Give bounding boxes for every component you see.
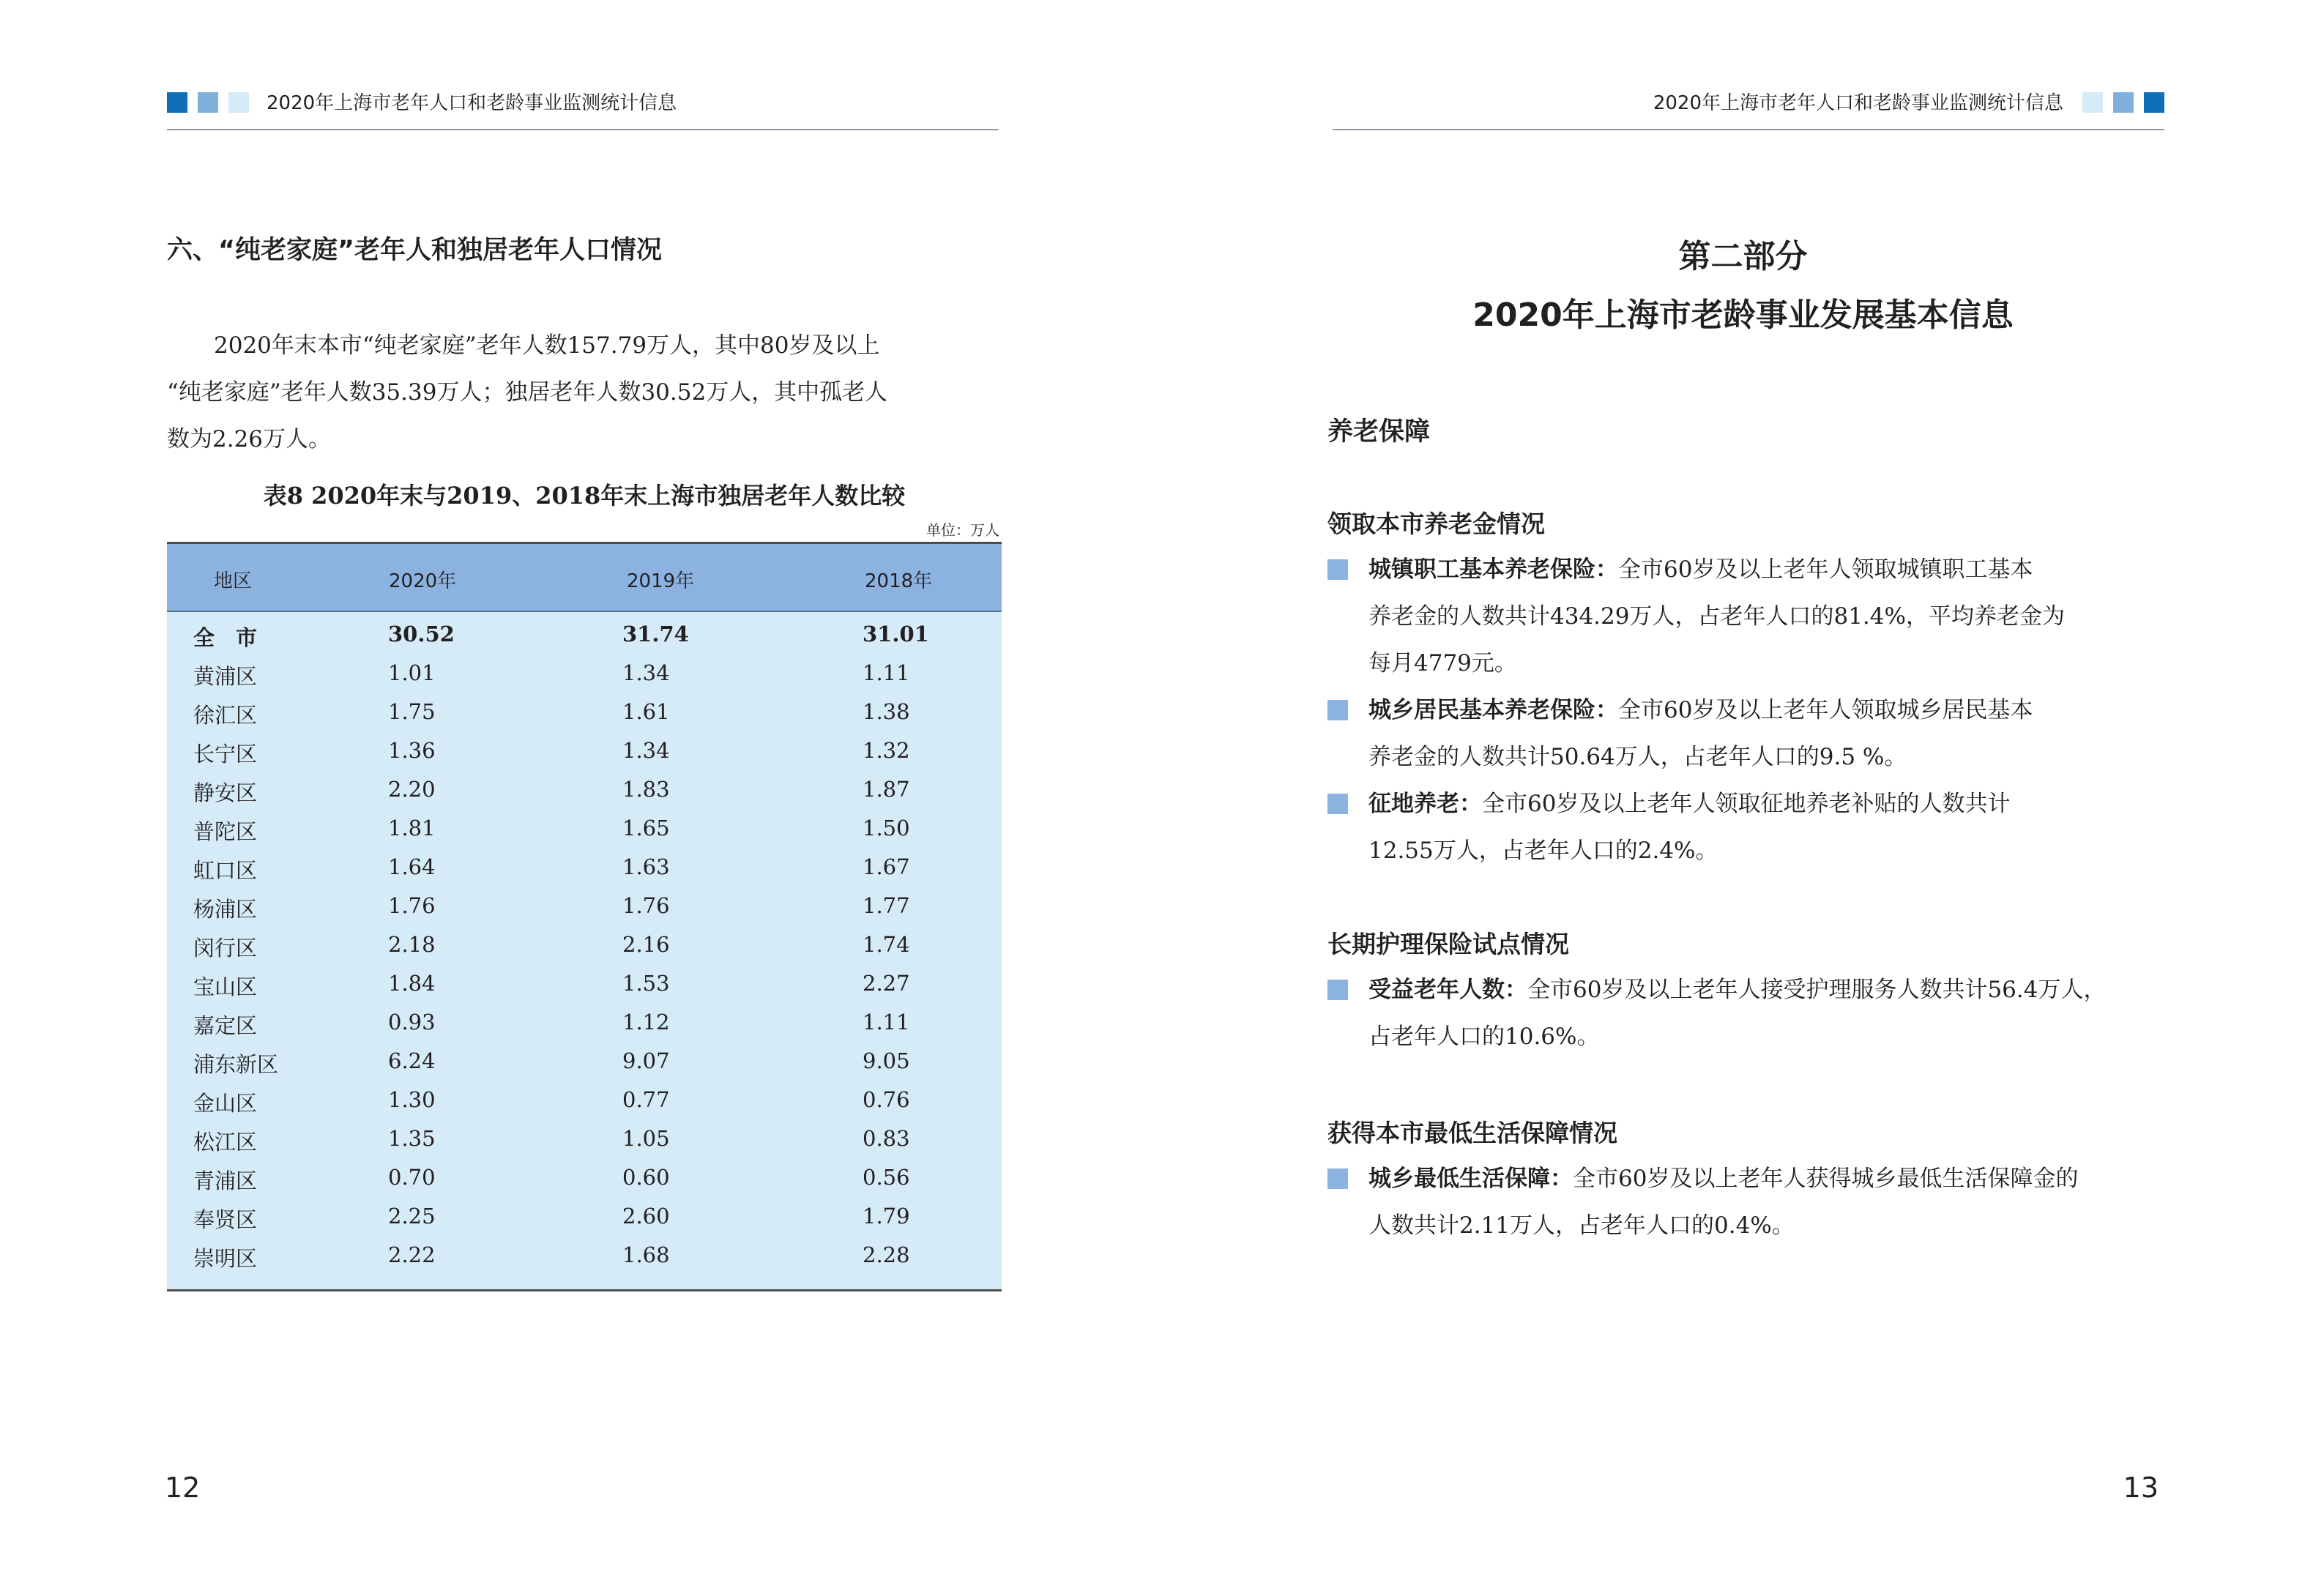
region-cell: 静安区 bbox=[193, 780, 258, 805]
bullet-ltc-beneficiaries bbox=[1327, 966, 2162, 1060]
value-cell: 1.79 bbox=[863, 1204, 910, 1229]
ltc-title: 长期护理保险试点情况 bbox=[1327, 930, 1569, 958]
value-cell: 30.52 bbox=[388, 622, 455, 646]
value-cell: 1.36 bbox=[388, 738, 436, 763]
bullet-square-icon bbox=[1327, 980, 1348, 1000]
region-cell: 普陀区 bbox=[193, 819, 258, 844]
value-cell: 1.34 bbox=[622, 660, 670, 685]
region-cell: 杨浦区 bbox=[193, 897, 258, 922]
region-cell: 松江区 bbox=[193, 1130, 258, 1155]
table-row bbox=[167, 1002, 1002, 1041]
part-title: 2020年上海市老龄事业发展基本信息 bbox=[1472, 297, 2014, 334]
header-square-light bbox=[2082, 92, 2103, 113]
value-cell: 1.34 bbox=[622, 738, 670, 763]
value-cell: 1.63 bbox=[622, 854, 670, 879]
bullet-square-icon bbox=[1327, 1168, 1348, 1189]
value-cell: 1.68 bbox=[622, 1242, 670, 1267]
region-cell: 虹口区 bbox=[193, 858, 258, 883]
column-header-region: 地区 bbox=[214, 570, 253, 592]
header-title: 2020年上海市老年人口和老龄事业监测统计信息 bbox=[267, 92, 677, 114]
page-header bbox=[167, 89, 999, 130]
value-cell: 0.60 bbox=[622, 1165, 670, 1190]
bullet-line: 12.55万人，占老年人口的2.4%。 bbox=[1368, 838, 1718, 864]
bullet-label: 城镇职工基本养老保险： bbox=[1368, 556, 1618, 583]
table-row bbox=[167, 731, 1002, 769]
value-cell: 1.61 bbox=[622, 699, 670, 724]
part-label: 第二部分 bbox=[1678, 238, 1808, 275]
region-cell: 闵行区 bbox=[193, 936, 258, 961]
table-unit: 单位：万人 bbox=[926, 521, 999, 539]
table-row bbox=[167, 963, 1002, 1002]
bullet-line: 每月4779元。 bbox=[1368, 650, 1517, 676]
bullet-line: 全市60岁及以上老年人获得城乡最低生活保障金的 bbox=[1573, 1166, 2079, 1192]
table-row bbox=[167, 1196, 1002, 1235]
value-cell: 0.56 bbox=[863, 1165, 910, 1190]
bullet-line: 全市60岁及以上老年人领取征地养老补贴的人数共计 bbox=[1482, 791, 2011, 817]
table-row bbox=[167, 1119, 1002, 1157]
value-cell: 0.83 bbox=[863, 1126, 910, 1151]
bullet-text bbox=[1368, 546, 2162, 687]
paragraph-line: 数为2.26万人。 bbox=[167, 426, 332, 452]
value-cell: 1.65 bbox=[622, 816, 670, 840]
table-row bbox=[167, 692, 1002, 731]
value-cell: 2.20 bbox=[388, 777, 436, 802]
region-cell: 黄浦区 bbox=[193, 664, 258, 689]
bullet-line: 养老金的人数共计434.29万人，占老年人口的81.4%，平均养老金为 bbox=[1368, 603, 2065, 630]
page-header bbox=[1333, 89, 2164, 130]
header-square-dark bbox=[167, 92, 187, 113]
bullet-urban-pension bbox=[1327, 546, 2162, 687]
value-cell: 1.83 bbox=[622, 777, 670, 802]
region-cell: 宝山区 bbox=[193, 974, 258, 999]
value-cell: 1.75 bbox=[388, 699, 436, 724]
header-square-light bbox=[228, 92, 249, 113]
bullet-line: 养老金的人数共计50.64万人，占老年人口的9.5 %。 bbox=[1368, 744, 1907, 770]
value-cell: 9.05 bbox=[863, 1048, 910, 1073]
bullet-line: 全市60岁及以上老年人领取城镇职工基本 bbox=[1618, 556, 2033, 583]
right-page bbox=[1162, 0, 2324, 1577]
bullet-label: 城乡最低生活保障： bbox=[1368, 1166, 1573, 1192]
column-header-2020: 2020年 bbox=[389, 570, 457, 592]
value-cell: 1.11 bbox=[863, 1010, 910, 1034]
region-cell: 全 市 bbox=[193, 625, 258, 650]
region-cell: 嘉定区 bbox=[193, 1013, 258, 1038]
table-row bbox=[167, 925, 1002, 963]
value-cell: 2.27 bbox=[863, 971, 910, 996]
value-cell: 1.32 bbox=[863, 738, 910, 763]
value-cell: 1.12 bbox=[622, 1010, 670, 1034]
region-cell: 崇明区 bbox=[193, 1246, 258, 1271]
elderly-living-alone-table bbox=[167, 542, 1002, 1291]
value-cell: 1.38 bbox=[863, 699, 910, 724]
table-row bbox=[167, 653, 1002, 692]
header-square-mid bbox=[198, 92, 218, 113]
section-title: 养老保障 bbox=[1327, 417, 1431, 447]
value-cell: 2.28 bbox=[863, 1242, 910, 1267]
value-cell: 1.74 bbox=[863, 932, 910, 957]
header-rule bbox=[1333, 129, 2164, 130]
bullet-square-icon bbox=[1327, 700, 1348, 720]
value-cell: 31.01 bbox=[863, 622, 929, 646]
value-cell: 2.22 bbox=[388, 1242, 436, 1267]
value-cell: 2.60 bbox=[622, 1204, 670, 1229]
value-cell: 1.64 bbox=[388, 854, 436, 879]
table-row bbox=[167, 847, 1002, 886]
bullet-line: 人数共计2.11万人，占老年人口的0.4%。 bbox=[1368, 1212, 1795, 1239]
bullet-square-icon bbox=[1327, 559, 1348, 580]
region-cell: 金山区 bbox=[193, 1091, 258, 1116]
table-row-total bbox=[167, 614, 1002, 653]
table-row bbox=[167, 769, 1002, 808]
pension-title: 领取本市养老金情况 bbox=[1327, 510, 1545, 538]
bullet-label: 征地养老： bbox=[1368, 791, 1482, 817]
bullet-text bbox=[1368, 687, 2162, 780]
value-cell: 1.76 bbox=[622, 893, 670, 918]
page-number: 13 bbox=[2123, 1472, 2159, 1504]
value-cell: 6.24 bbox=[388, 1048, 436, 1073]
header-title: 2020年上海市老年人口和老龄事业监测统计信息 bbox=[1653, 92, 2063, 114]
bullet-line: 全市60岁及以上老年人接受护理服务人数共计56.4万人， bbox=[1527, 977, 2107, 1003]
value-cell: 1.53 bbox=[622, 971, 670, 996]
value-cell: 1.84 bbox=[388, 971, 436, 996]
min-living-title: 获得本市最低生活保障情况 bbox=[1327, 1119, 1617, 1147]
bullet-line: 全市60岁及以上老年人领取城乡居民基本 bbox=[1618, 697, 2033, 723]
value-cell: 1.11 bbox=[863, 660, 910, 685]
value-cell: 1.87 bbox=[863, 777, 910, 802]
bullet-land-pension bbox=[1327, 780, 2162, 874]
header-square-mid bbox=[2113, 92, 2134, 113]
bullet-label: 城乡居民基本养老保险： bbox=[1368, 697, 1618, 723]
value-cell: 1.30 bbox=[388, 1087, 436, 1112]
page-number: 12 bbox=[165, 1472, 201, 1504]
value-cell: 1.81 bbox=[388, 816, 436, 840]
table-row bbox=[167, 808, 1002, 847]
value-cell: 1.77 bbox=[863, 893, 910, 918]
bullet-text bbox=[1368, 1155, 2162, 1249]
column-header-2019: 2019年 bbox=[627, 570, 695, 592]
value-cell: 9.07 bbox=[622, 1048, 670, 1073]
table-title: 表8 2020年末与2019、2018年末上海市独居老年人数比较 bbox=[263, 482, 906, 510]
bullet-square-icon bbox=[1327, 794, 1348, 814]
table-header bbox=[167, 544, 1002, 612]
region-cell: 奉贤区 bbox=[193, 1207, 258, 1232]
value-cell: 2.25 bbox=[388, 1204, 436, 1229]
table-row bbox=[167, 886, 1002, 925]
bullet-rural-pension bbox=[1327, 687, 2162, 780]
value-cell: 0.77 bbox=[622, 1087, 670, 1112]
value-cell: 31.74 bbox=[622, 622, 689, 646]
table-row bbox=[167, 1235, 1002, 1274]
value-cell: 0.76 bbox=[863, 1087, 910, 1112]
value-cell: 1.35 bbox=[388, 1126, 436, 1151]
header-rule bbox=[167, 129, 999, 130]
value-cell: 1.67 bbox=[863, 854, 910, 879]
region-cell: 青浦区 bbox=[193, 1168, 258, 1193]
value-cell: 1.01 bbox=[388, 660, 436, 685]
paragraph-line: “纯老家庭”老年人数35.39万人；独居老年人数30.52万人，其中孤老人 bbox=[167, 379, 888, 406]
region-cell: 长宁区 bbox=[193, 742, 258, 767]
value-cell: 0.70 bbox=[388, 1165, 436, 1190]
header-square-dark bbox=[2144, 92, 2164, 113]
column-header-2018: 2018年 bbox=[865, 570, 933, 592]
paragraph-line: 2020年末本市“纯老家庭”老年人数157.79万人，其中80岁及以上 bbox=[214, 332, 880, 359]
bullet-label: 受益老年人数： bbox=[1368, 977, 1527, 1003]
bullet-text bbox=[1368, 780, 2162, 874]
value-cell: 2.18 bbox=[388, 932, 436, 957]
table-row bbox=[167, 1157, 1002, 1196]
bullet-min-living bbox=[1327, 1155, 2162, 1249]
bullet-line: 占老年人口的10.6%。 bbox=[1368, 1024, 1600, 1050]
value-cell: 2.16 bbox=[622, 932, 670, 957]
table-row bbox=[167, 1080, 1002, 1119]
value-cell: 1.05 bbox=[622, 1126, 670, 1151]
table-row bbox=[167, 1041, 1002, 1080]
value-cell: 1.76 bbox=[388, 893, 436, 918]
bullet-text bbox=[1368, 966, 2162, 1060]
section-heading: 六、“纯老家庭”老年人和独居老年人口情况 bbox=[167, 236, 663, 265]
value-cell: 1.50 bbox=[863, 816, 910, 840]
region-cell: 浦东新区 bbox=[193, 1052, 279, 1077]
value-cell: 0.93 bbox=[388, 1010, 436, 1034]
region-cell: 徐汇区 bbox=[193, 703, 258, 728]
